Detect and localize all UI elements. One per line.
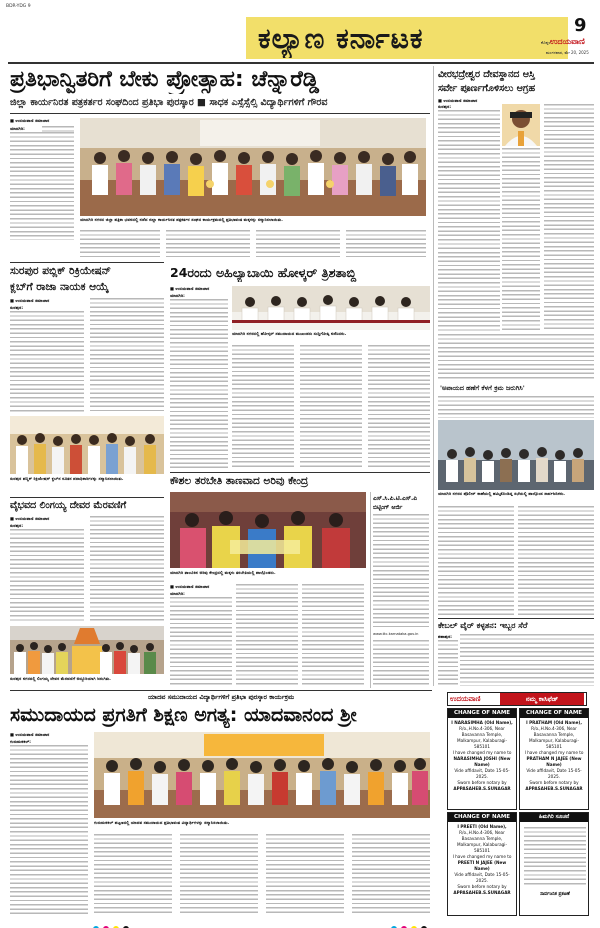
classified-notice-3: [447, 812, 517, 916]
surapura-photo-caption: ಸುರಪುರ ಪಬ್ಲಿಕ್ ರಿಕ್ರಿಯೇಷನ್ ಕ್ಲಬ್‌ನ ನೂತನ ಪದಾಧಿಕಾರಿಗಳನ್ನು ಸನ್ಮಾನಿಸಲಾಯಿತು.: [10, 476, 124, 481]
ahilya-text-col-3: [300, 345, 362, 469]
ahilya-headline: 24ರಂದು ಅಹಿಲ್ಯಾಬಾಯಿ ಹೋಳ್ಕರ್ ತ್ರಿಶತಾಬ್ದಿ: [170, 265, 357, 280]
classified-line1: I have changed my name to: [452, 854, 512, 859]
classified-line3: Sworn before notary by: [529, 780, 579, 785]
bottom-text-col-1: [10, 745, 88, 915]
lead-headline: ಪ್ರತಿಭಾನ್ವಿತರಿಗೆ ಬೇಕು ಪ್ರೋತ್ಸಾಹ: ಚೆನ್ನಾರೆಡ್ಡಿ: [10, 67, 320, 92]
right-dateline: ಸುರಪುರ:: [438, 104, 452, 109]
bottom-headline: ಸಮುದಾಯದ ಪ್ರಗತಿಗೆ ಶಿಕ್ಷಣ ಅಗತ್ಯ: ಯಾದವಾನಂದ ಶ್ರೀ: [10, 704, 357, 726]
classified-line2: Vide affidavit, Date 15-05-2025.: [526, 768, 582, 779]
ahilya-text-col-1: [170, 299, 228, 469]
header-rule: [8, 62, 594, 64]
right-byline: ■ ಉದಯವಾಣಿ ಸಮಾಚಾರ: [438, 98, 478, 103]
surapura-headline-2: ಕ್ಲಬ್‌ಗೆ ರಾಜಾ ನಾಯಕ ಆಯ್ಕೆ: [10, 281, 109, 293]
scsp-headline-2: ಬಿಟ್ಟಿಂಗ್ ಅರ್ಜಿ: [373, 504, 403, 511]
classified-old-name: I PREETI (Old Name),: [457, 824, 507, 829]
classified-new-name: PREETI N JAJEE (New Name): [457, 860, 507, 871]
camp-text-2: [438, 640, 458, 686]
right-text-col-7: [518, 506, 594, 616]
skill-byline: ■ ಉದಯವಾಣಿ ಸಮಾಚಾರ: [170, 584, 210, 589]
lead-text-col-5: [346, 230, 426, 260]
bottom-text-col-2: [94, 834, 172, 914]
procession-text-col-1: [10, 529, 84, 623]
camp-text: [460, 634, 594, 686]
date-line: ಮಂಗಳವಾರ, ಮೇ 20, 2025: [546, 50, 589, 55]
ahilya-byline: ■ ಉದಯವಾಣಿ ಸಮಾಚಾರ: [170, 286, 210, 291]
skill-rule: [170, 472, 430, 473]
procession-rule: [10, 497, 164, 498]
procession-photo-caption: ಸುರಪುರ ನಗರದಲ್ಲಿ ಲಿಂಗಯ್ಯ ದೇವರ ಮೆರವಣಿಗೆ ಅದ್ದೂರಿಯಾಗಿ ಜರುಗಿತು.: [10, 676, 111, 681]
bottom-photo-caption: ಗುರುಮಠಕಲ್ ಪಟ್ಟಣದಲ್ಲಿ ಯಾದವ ಸಮುದಾಯದ ಪ್ರತಿಭಾವಂತ ವಿದ್ಯಾರ್ಥಿಗಳನ್ನು ಸನ್ಮಾನಿಸಲಾಯಿತು.: [94, 820, 230, 825]
surapura-byline: ■ ಉದಯವಾಣಿ ಸಮಾಚಾರ: [10, 298, 50, 303]
right-portrait: [502, 104, 540, 146]
scsp-text-2: [373, 640, 429, 686]
right-headline-1: ವೀರಭದ್ರೇಶ್ವರ ದೇವಸ್ಥಾನದ ಆಸ್ತಿ: [438, 69, 535, 80]
right-text-col-4: [438, 334, 594, 380]
notice-box-title: ಹಿಮಗಿರಿ ಸೂಚನೆ: [520, 813, 588, 822]
bottom-dateline: ಗುರುಮಠಕಲ್:: [10, 739, 31, 744]
bottom-text-col-5: [352, 834, 430, 914]
right-photo: [438, 420, 594, 490]
lead-text-col-4: [256, 230, 340, 260]
skill-text-col-1: [170, 597, 232, 687]
classified-line3: Sworn before notary by: [457, 884, 507, 889]
lead-dateline: ಯಾದಗಿರಿ:: [10, 126, 25, 131]
notice-box-name: ಸಾರ್ವಜನಿಕ ಪ್ರಕಟಣೆ: [540, 892, 570, 897]
classified-notary: APPASAHEB.S.SUNAGAR: [525, 786, 583, 791]
ahilya-photo: [232, 286, 430, 330]
classified-old-name: I NARASIMHA (Old Name),: [451, 720, 513, 725]
classified-old-name: I PRATHAM (Old Name),: [526, 720, 582, 725]
ahilya-photo-caption: ಯಾದಗಿರಿ ನಗರದಲ್ಲಿ ಹೋಳ್ಕರ್ ಸಮುದಾಯದ ಮುಖಂಡರು ಸುದ್ದಿಗೋಷ್ಠಿ ನಡೆಸಿದರು.: [232, 331, 347, 336]
classified-title: CHANGE OF NAME: [448, 813, 516, 822]
procession-headline: ವೈಭವದ ಲಿಂಗಯ್ಯ ದೇವರ ಮೆರವಣಿಗೆ: [10, 500, 127, 511]
registration-marks-right: [390, 918, 450, 926]
surapura-headline-1: ಸುರಪುರ ಪಬ್ಲಿಕ್ ರಿಕ್ರಿಯೇಷನ್: [10, 265, 112, 277]
edition-code: BDR-YDG 9: [6, 4, 31, 9]
lead-subheadline: ಜಿಲ್ಲಾ ಕಾರ್ಯನಿರತ ಪತ್ರಕರ್ತರ ಸಂಘದಿಂದ ಪ್ರತಿಭಾ ಪುರಸ್ಕಾರ ■ ಸಾಧಕ ಎಸ್ಸೆಸ್ಸೆಲ್ಸಿ ವಿದ್ಯಾರ್ಥಿಗಳಿಗೆ ಗೌರವ: [10, 97, 328, 108]
procession-byline: ■ ಉದಯವಾಣಿ ಸಮಾಚಾರ: [10, 516, 50, 521]
notice-box-text: [524, 827, 586, 887]
classified-notice-1: [447, 708, 517, 810]
classified-title: CHANGE OF NAME: [520, 709, 588, 718]
camp-headline: ಕೇಬಲ್ ವೈರ್ ಕಳ್ಳತನ: ಇಬ್ಬರ ಸೆರೆ: [438, 621, 528, 630]
lead-text-col-1b: [42, 126, 74, 132]
skill-photo-caption: ಯಾದಗಿರಿ ತಾಲೂಕಿನ ಅರಿವು ಕೇಂದ್ರದಲ್ಲಿ ಮಕ್ಕಳು ತರಬೇತಿಯಲ್ಲಿ ಪಾಲ್ಗೊಂಡರು.: [170, 570, 276, 575]
bottom-byline: ■ ಉದಯವಾಣಿ ಸಮಾಚಾರ: [10, 732, 50, 737]
procession-text-col-2: [90, 516, 164, 623]
skill-dateline: ಯಾದಗಿರಿ:: [170, 591, 185, 596]
classified-notary: APPASAHEB.S.SUNAGAR: [453, 890, 511, 895]
classified-line2: Vide affidavit, Date 15-05-2025.: [454, 872, 510, 883]
lead-photo-caption: ಯಾದಗಿರಿ ನಗರದ ಜಿಲ್ಲಾ ಪತ್ರಿಕಾ ಭವನದಲ್ಲಿ ನಡೆದ ಜಿಲ್ಲಾ ಕಾರ್ಯನಿರತ ಪತ್ರಕರ್ತರ ಸಂಘದ ಕಾರ್ಯಕ್ರಮದಲ್ಲಿ ಪ್ರತಿಭಾವಂತ ಮಕ್ಕಳನ್ನು ಸನ್ಮಾನಿಸಲಾಯಿತು.: [80, 217, 283, 222]
classifieds-brand: ಉದಯವಾಣಿ: [450, 695, 481, 703]
bottom-top-rule: [10, 690, 432, 691]
bottom-text-col-4: [266, 834, 344, 914]
scsp-website: www.ttc.karnataka.gov.in: [373, 632, 419, 636]
ahilya-text-col-2: [232, 345, 294, 469]
classified-title: CHANGE OF NAME: [448, 709, 516, 718]
ahilya-dateline: ಯಾದಗಿರಿ:: [170, 293, 185, 298]
lead-text-col-2: [80, 230, 160, 260]
right-text-col-5: [438, 396, 594, 418]
classified-address: R/o.,H.No.4-306, Near Basavanna Temple, Malkampur, Kalaburagi-585101: [529, 726, 579, 749]
skill-text-col-2: [236, 584, 298, 687]
scsp-text: [373, 514, 429, 630]
surapura-photo: [10, 416, 164, 474]
right-text-col-1: [438, 110, 500, 332]
scsp-headline-1: ಎಸ್.ಸಿ.ಪಿ.ಟಿ.ಎಸ್.ಪಿ: [373, 495, 418, 502]
bottom-photo: [94, 732, 430, 818]
skill-headline: ಕೌಶಲ ತರಬೇತಿ ತಾಣವಾದ ಅರಿವು ಕೇಂದ್ರ: [170, 475, 309, 487]
procession-photo: [10, 626, 164, 674]
classified-new-name: PRATHAM N JAJEE (New Name): [526, 756, 582, 767]
classified-line3: Sworn before notary by: [457, 780, 507, 785]
right-headline-2: ಸರ್ವೇ ಪೂರ್ಣಗೊಳಿಸಲು ಆಗ್ರಹ: [438, 83, 536, 94]
surapura-dateline: ಸುರಪುರ:: [10, 305, 24, 310]
right-text-col-3: [544, 104, 594, 332]
bottom-text-col-3: [180, 834, 258, 914]
lead-text-col-3: [166, 230, 250, 260]
classified-notice-2: [519, 708, 589, 810]
column-divider-right: [433, 66, 434, 686]
surapura-rule: [10, 262, 164, 263]
right-box-heading: 'ಅಪಾಯದ ಹಣೆಗೆ ಕೆಳಗೆ ಕ್ರಮ ಜರುಗಿಸಿ': [440, 384, 525, 392]
lead-photo: [80, 118, 426, 216]
registration-marks: [92, 918, 152, 926]
masthead-title: ಕಲ್ಯಾಣ ಕರ್ನಾಟಕ: [258, 22, 424, 55]
page-number: 9: [574, 15, 587, 36]
skill-photo: [170, 492, 366, 568]
surapura-text-col-2: [90, 298, 164, 413]
camp-rule: [438, 618, 594, 619]
ahilya-text-col-4: [368, 345, 430, 469]
bottom-kicker: ಯಾದವ ಸಮುದಾಯದ ವಿದ್ಯಾರ್ಥಿಗಳಿಗೆ ಪ್ರತಿಭಾ ಪುರಸ್ಕಾರ ಕಾರ್ಯಕ್ರಮ: [147, 693, 295, 701]
brand-small: ಕೊಪ್ಪಳ: [541, 40, 551, 45]
skill-text-col-3: [302, 584, 364, 687]
right-photo-caption: ಯಾದಗಿರಿ ನಗರದ ಪೊಲೀಸ್ ಠಾಣೆಯಲ್ಲಿ ಹಮ್ಮಿಕೊಂಡಿದ್ದ ಸಭೆಯಲ್ಲಿ ಪಾಲ್ಗೊಂಡ ಸಾರ್ವಜನಿಕರು.: [438, 491, 566, 496]
classified-line2: Vide affidavit, Date 15-05-2025.: [454, 768, 510, 779]
right-text-col-2: [502, 148, 540, 332]
classified-new-name: NARASIMHA JOSHI (New Name): [453, 756, 511, 767]
classified-address: R/o.,H.No.4-306, Near Basavanna Temple, Malkampur, Kalaburagi-585101: [457, 830, 507, 853]
classified-notary: APPASAHEB.S.SUNAGAR: [453, 786, 511, 791]
classified-address: R/o.,H.No.4-306, Near Basavanna Temple, Malkampur, Kalaburagi-585101: [457, 726, 507, 749]
lead-byline: ■ ಉದಯವಾಣಿ ಸಮಾಚಾರ: [10, 118, 50, 123]
lead-rule: [10, 113, 430, 114]
classified-notice-box: [519, 812, 589, 916]
classified-line1: I have changed my name to: [452, 750, 512, 755]
brand-name: ಉದಯವಾಣಿ: [550, 37, 585, 46]
camp-dateline: ಶಹಾಪುರ:: [438, 634, 452, 639]
classified-line1: I have changed my name to: [524, 750, 584, 755]
procession-dateline: ಸುರಪುರ:: [10, 523, 24, 528]
surapura-text-col-1: [10, 311, 84, 413]
lead-text-col-1: [10, 132, 74, 240]
classifieds-section: ನಮ್ಮ ಕಾಸಿಫೆಡ್: [500, 693, 584, 705]
right-text-col-6: [438, 506, 514, 616]
